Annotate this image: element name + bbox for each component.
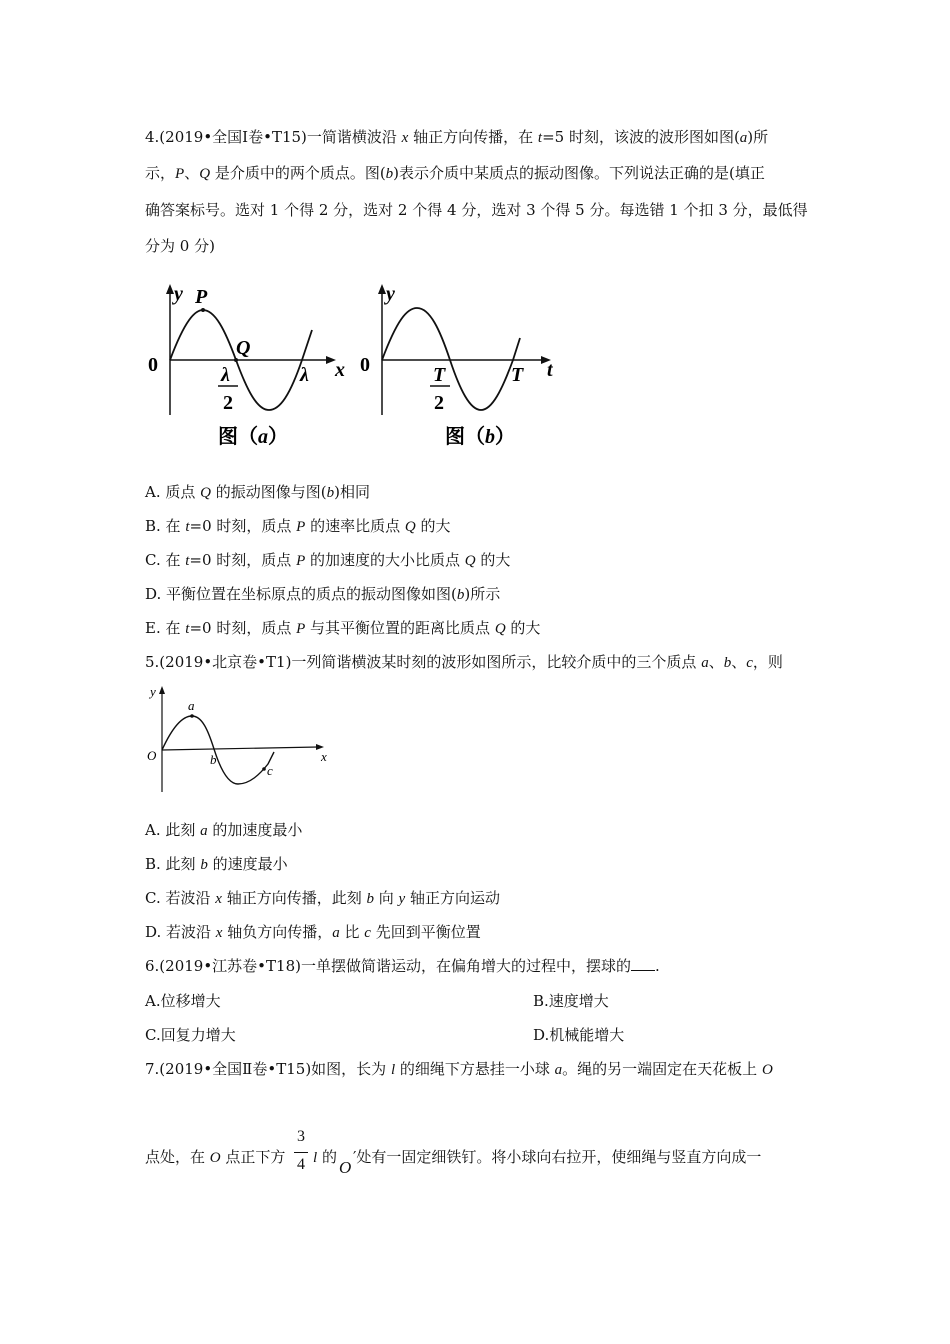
q6-option-c: C.回复力增大	[145, 1026, 236, 1044]
q4-option-c: C. 在 t=0 时刻，质点 P 的加速度的大小比质点 Q 的大	[145, 551, 511, 569]
fig-a-y-label: y	[174, 283, 183, 305]
q6-option-d: D.机械能增大	[533, 1026, 625, 1044]
fig-b-half-T-den: 2	[434, 392, 444, 414]
q6-option-b: B.速度增大	[533, 992, 609, 1010]
q6-option-a: A.位移增大	[145, 992, 221, 1010]
fig-b-T: T	[511, 364, 524, 386]
q4-option-e: E. 在 t=0 时刻，质点 P 与其平衡位置的距离比质点 Q 的大	[145, 619, 541, 637]
q7-stem-line-1: 7.(2019•全国Ⅱ卷•T15)如图，长为 l 的细绳下方悬挂一小球 a。绳的另一端固定在天花板上 O	[145, 1060, 773, 1078]
fraction-numerator: 3	[297, 1128, 305, 1145]
fig-b-caption: 图（b）	[445, 426, 515, 448]
fig-a-origin: 0	[148, 354, 158, 376]
q4-stem-line-1: 4.(2019•全国Ⅰ卷•T15)一简谐横波沿 x 轴正方向传播，在 t=5 时刻，该波的波形图如图(a)所	[145, 128, 769, 146]
q4-stem-line-4: 分为 0 分)	[145, 237, 215, 255]
q5-fig-origin: O	[147, 748, 157, 763]
q5-fig-y: y	[150, 684, 156, 699]
fig-a-half-lambda-den: 2	[223, 392, 233, 414]
fig-a-Q-label: Q	[236, 337, 251, 359]
q4-stem-line-2: 示，P、Q 是介质中的两个质点。图(b)表示介质中某质点的振动图像。下列说法正确的是(填正	[145, 164, 765, 182]
fig-a-x-label: x	[335, 359, 345, 381]
fraction-denominator: 4	[297, 1156, 305, 1173]
q4-option-a: A. 质点 Q 的振动图像与图(b)相同	[145, 483, 370, 501]
figure-a-wave-graph	[140, 280, 360, 455]
fig-a-lambda: λ	[300, 364, 309, 386]
q4-option-d: D. 平衡位置在坐标原点的质点的振动图像如图(b)所示	[145, 585, 501, 603]
fig-a-half-lambda-num: λ	[221, 364, 230, 386]
answer-blank	[631, 956, 655, 971]
q5-stem-line-1: 5.(2019•北京卷•T1)一列简谐横波某时刻的波形如图所示，比较介质中的三个质点 a、b、c，则	[145, 653, 783, 671]
fig-b-y-label: y	[386, 283, 395, 305]
q5-wave-figure	[140, 680, 340, 800]
q7-o-prime: O	[339, 1158, 352, 1177]
q5-option-a: A. 此刻 a 的加速度最小	[145, 821, 303, 839]
q7-stem-line-2-start: 点处，在 O 点正下方	[145, 1148, 286, 1166]
q7-fraction	[292, 1126, 310, 1182]
q5-fig-x: x	[321, 749, 327, 764]
q4-option-b: B. 在 t=0 时刻，质点 P 的速率比质点 Q 的大	[145, 517, 451, 535]
q7-stem-line-2-mid: l 的	[313, 1148, 337, 1166]
fig-b-t-label: t	[547, 359, 553, 381]
q5-fig-a: a	[188, 698, 195, 713]
q4-stem-line-3: 确答案标号。选对 1 个得 2 分，选对 2 个得 4 分，选对 3 个得 5 分。每选错 1 个扣 3 分，最低得	[145, 201, 808, 219]
fig-a-P-label: P	[195, 286, 208, 308]
q5-option-d: D. 若波沿 x 轴负方向传播，a 比 c 先回到平衡位置	[145, 923, 481, 941]
q5-option-c: C. 若波沿 x 轴正方向传播，此刻 b 向 y 轴正方向运动	[145, 889, 500, 907]
q5-fig-b: b	[210, 752, 217, 767]
q5-fig-c: c	[267, 763, 273, 778]
q5-option-b: B. 此刻 b 的速度最小	[145, 855, 288, 873]
fig-b-origin: 0	[360, 354, 370, 376]
fig-b-half-T-num: T	[433, 364, 446, 386]
figure-b-vibration-graph	[355, 280, 565, 455]
fig-a-caption: 图（a）	[218, 426, 288, 448]
q6-stem: 6.(2019•江苏卷•T18)一单摆做简谐运动，在偏角增大的过程中，摆球的 .	[145, 957, 660, 975]
q7-stem-line-2-end: ′处有一固定细铁钉。将小球向右拉开，使细绳与竖直方向成一	[353, 1148, 762, 1166]
